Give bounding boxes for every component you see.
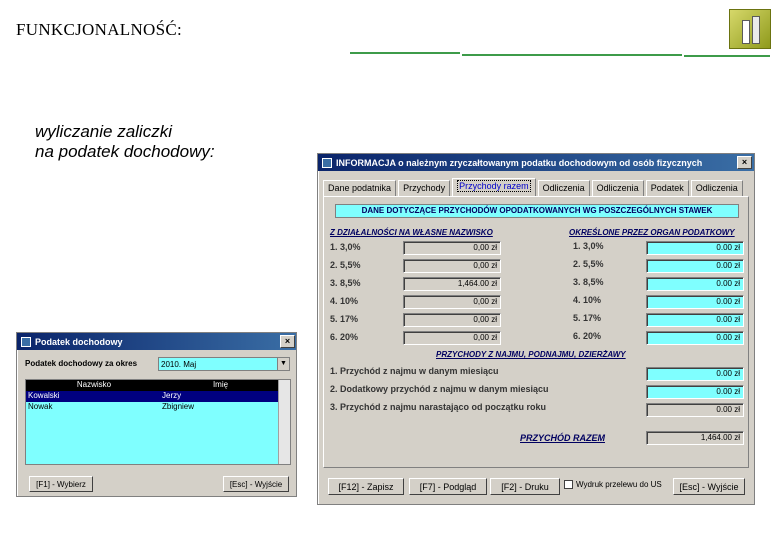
section-tax-office: OKREŚLONE PRZEZ ORGAN PODATKOWY — [569, 228, 735, 237]
tax-information-window — [317, 153, 755, 505]
checkbox-box[interactable] — [564, 480, 573, 489]
office-field[interactable]: 0.00 zł — [646, 313, 744, 327]
exit-button[interactable]: [Esc] - Wyjście — [223, 476, 289, 492]
period-value: 2010. Maj — [161, 359, 197, 369]
rate-label: 1. 3,0% — [573, 241, 604, 251]
rate-label: 3. 8,5% — [330, 278, 361, 288]
tab-deductions-1[interactable]: Odliczenia — [538, 180, 590, 196]
income-field[interactable]: 1,464.00 zł — [403, 277, 501, 291]
income-field[interactable]: 0,00 zł — [403, 259, 501, 273]
subtitle-line: wyliczanie zaliczki — [35, 122, 172, 141]
rate-label: 2. 5,5% — [330, 260, 361, 270]
rate-label: 3. 8,5% — [573, 277, 604, 287]
rate-label: 5. 17% — [573, 313, 602, 323]
chevron-down-icon[interactable]: ▼ — [277, 358, 289, 370]
cell-surname: Nowak — [28, 402, 53, 411]
window-titlebar[interactable] — [318, 154, 754, 171]
tab-bar — [323, 178, 745, 196]
tab-panel — [323, 196, 749, 468]
tab-tax[interactable]: Podatek — [646, 180, 689, 196]
slide-title: FUNKCJONALNOŚĆ: — [16, 20, 183, 39]
income-field[interactable]: 0,00 zł — [403, 295, 501, 309]
rate-label: 5. 17% — [330, 314, 359, 324]
transfer-print-checkbox[interactable] — [564, 480, 662, 489]
rent-label: 2. Dodatkowy przychód z najmu w danym miesiącu — [330, 384, 549, 394]
rent-field[interactable]: 0.00 zł — [646, 385, 744, 399]
preview-button[interactable]: [F7] - Podgląd — [409, 478, 487, 495]
cell-surname: Kowalski — [28, 391, 60, 400]
divider-line — [350, 52, 460, 54]
print-button[interactable]: [F2] - Druku — [490, 478, 560, 495]
divider-line — [684, 55, 770, 57]
cell-name: Zbigniew — [162, 402, 195, 411]
period-select[interactable] — [158, 357, 290, 371]
column-header-name[interactable]: Imię — [212, 380, 229, 389]
office-field[interactable]: 0.00 zł — [646, 331, 744, 345]
tab-label: Przychody razem — [459, 181, 529, 191]
tab-deductions-3[interactable]: Odliczenia — [691, 180, 743, 196]
rent-field[interactable]: 0.00 zł — [646, 403, 744, 417]
total-income-label: PRZYCHÓD RAZEM — [520, 433, 605, 443]
app-icon — [21, 337, 31, 347]
tab-taxpayer-data[interactable]: Dane podatnika — [323, 180, 396, 196]
tab-income[interactable]: Przychody — [398, 180, 450, 196]
rent-label: 3. Przychód z najmu narastająco od początku roku — [330, 402, 547, 412]
tab-deductions-2[interactable]: Odliczenia — [592, 180, 644, 196]
app-icon — [322, 158, 332, 168]
office-field[interactable]: 0.00 zł — [646, 259, 744, 273]
employee-grid[interactable] — [25, 379, 291, 465]
income-field[interactable]: 0,00 zł — [403, 313, 501, 327]
window-title: Podatek dochodowy — [35, 336, 123, 347]
grid-header — [26, 380, 290, 391]
save-button[interactable]: [F12] - Zapisz — [328, 478, 404, 495]
logo-bar — [752, 16, 760, 44]
office-field[interactable]: 0.00 zł — [646, 241, 744, 255]
exit-button[interactable]: [Esc] - Wyjście — [673, 478, 745, 495]
section-own-business: Z DZIAŁALNOŚCI NA WŁASNE NAZWISKO — [330, 228, 493, 237]
divider-line — [462, 54, 682, 56]
income-field[interactable]: 0,00 zł — [403, 331, 501, 345]
rate-label: 6. 20% — [573, 331, 602, 341]
rent-label: 1. Przychód z najmu w danym miesiącu — [330, 366, 499, 376]
select-button[interactable]: [F1] - Wybierz — [29, 476, 93, 492]
rate-label: 2. 5,5% — [573, 259, 604, 269]
period-label: Podatek dochodowy za okres — [25, 359, 138, 368]
window-title: INFORMACJA o należnym zryczałtowanym podatku dochodowym od osób fizycznych — [336, 157, 703, 168]
vertical-scrollbar[interactable] — [278, 380, 290, 464]
button-bar — [323, 472, 749, 498]
window-titlebar[interactable] — [17, 333, 296, 350]
checkbox-label: Wydruk przelewu do US — [576, 480, 662, 489]
tab-total-income[interactable] — [452, 178, 536, 196]
table-row[interactable] — [26, 402, 290, 413]
rate-label: 4. 10% — [573, 295, 602, 305]
rent-field[interactable]: 0.00 zł — [646, 367, 744, 381]
table-row[interactable] — [26, 391, 290, 402]
section-rent: PRZYCHODY Z NAJMU, PODNAJMU, DZIERŻAWY — [436, 350, 626, 359]
income-field[interactable]: 0,00 zł — [403, 241, 501, 255]
subtitle-line: na podatek dochodowy: — [35, 142, 215, 161]
cell-name: Jerzy — [162, 391, 182, 400]
close-button[interactable]: × — [737, 156, 752, 169]
rate-label: 4. 10% — [330, 296, 359, 306]
column-header-surname[interactable]: Nazwisko — [76, 380, 112, 389]
slide-subtitle — [35, 122, 215, 162]
rate-label: 6. 20% — [330, 332, 359, 342]
total-income-field: 1,464.00 zł — [646, 431, 744, 445]
office-field[interactable]: 0.00 zł — [646, 277, 744, 291]
rate-label: 1. 3,0% — [330, 242, 361, 252]
office-field[interactable]: 0.00 zł — [646, 295, 744, 309]
section-banner: DANE DOTYCZĄCE PRZYCHODÓW OPODATKOWANYCH WG POSZCZEGÓLNYCH STAWEK — [335, 204, 739, 218]
logo-icon — [729, 9, 771, 49]
logo-bar — [742, 20, 750, 44]
close-button[interactable]: × — [280, 335, 295, 348]
income-tax-window — [16, 332, 297, 497]
